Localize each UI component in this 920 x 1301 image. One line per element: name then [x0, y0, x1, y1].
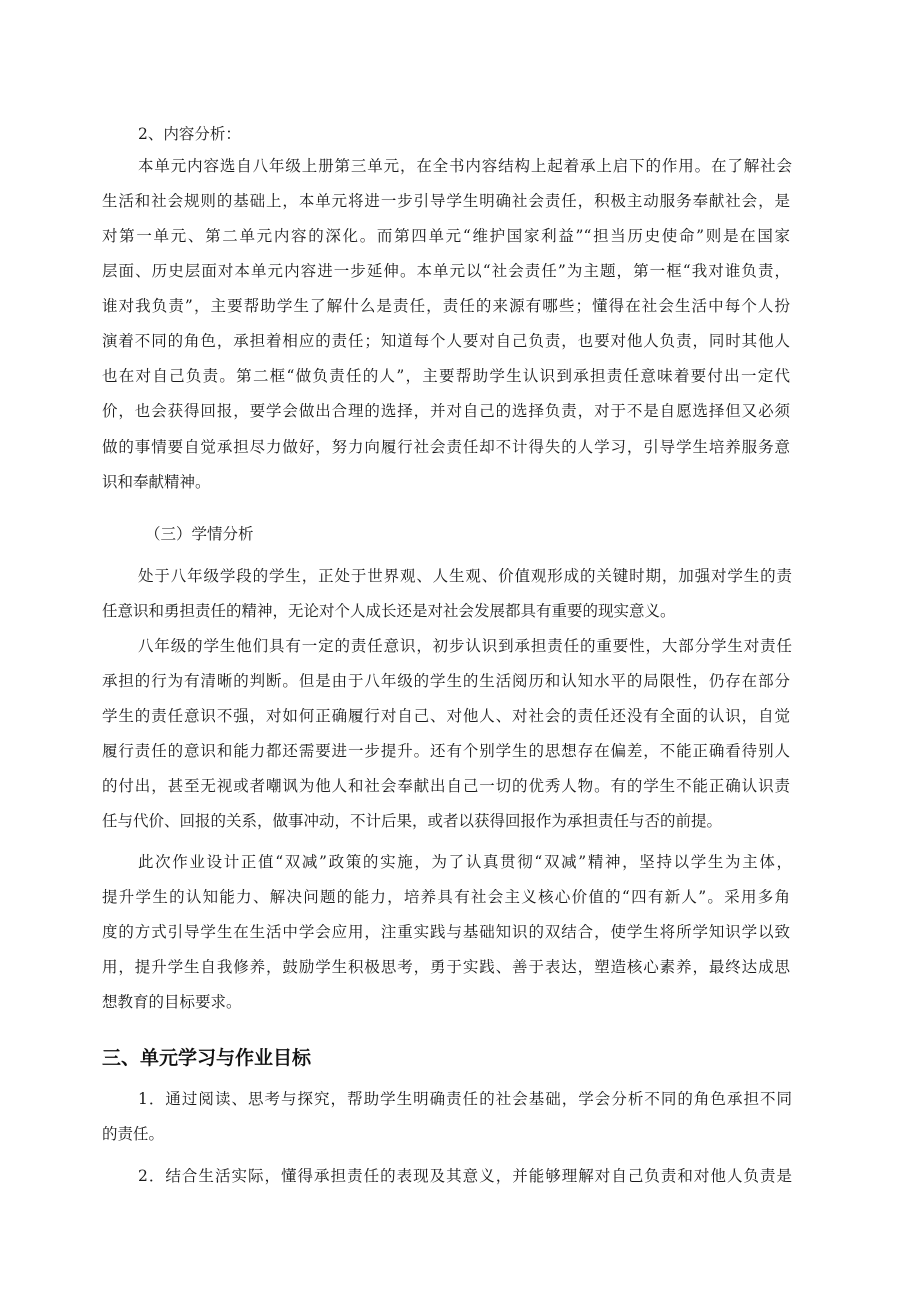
paragraph-line: 任与代价、回报的关系，做事冲动，不计后果，或者以获得回报作为承担责任与否的前提。 [102, 812, 723, 830]
paragraph-line: 想教育的目标要求。 [102, 993, 242, 1011]
paragraph-line: 的付出，甚至无视或者嘲讽为他人和社会奉献出自己一切的优秀人物。有的学生不能正确认识责 [102, 777, 790, 795]
paragraph-line: 提升学生的认知能力、解决问题的能力，培养具有社会主义核心价值的“四有新人”。采用多角 [102, 888, 790, 906]
goal-line: 的责任。 [102, 1125, 165, 1143]
paragraph-line: 谁对我负责”，主要帮助学生了解什么是责任，责任的来源有哪些；懂得在社会生活中每个人扮 [102, 297, 790, 315]
paragraph-line: 演着不同的角色，承担着相应的责任；知道每个人要对自己负责，也要对他人负责，同时其他人 [102, 332, 790, 350]
paragraph-line: 承担的行为有清晰的判断。但是由于八年级的学生的生活阅历和认知水平的局限性，仍存在部分 [102, 672, 790, 690]
paragraph-line: 做的事情要自觉承担尽力做好，努力向履行社会责任却不计得失的人学习，引导学生培养服务意 [102, 438, 790, 456]
paragraph-line: 也在对自己负责。第二框“做负责任的人”，主要帮助学生认识到承担责任意味着要付出一定代 [102, 367, 790, 385]
paragraph-line: 生活和社会规则的基础上，本单元将进一步引导学生明确社会责任，积极主动服务奉献社会，是 [102, 192, 790, 210]
paragraph-line: 此次作业设计正值“双减”政策的实施，为了认真贯彻“双减”精神，坚持以学生为主体， [138, 853, 792, 871]
paragraph-line: 八年级的学生他们具有一定的责任意识，初步认识到承担责任的重要性，大部分学生对责任 [138, 637, 792, 655]
paragraph-line: 任意识和勇担责任的精神，无论对个人成长还是对社会发展都具有重要的现实意义。 [102, 602, 676, 620]
paragraph-line: 对第一单元、第二单元内容的深化。而第四单元“维护国家利益”“担当历史使命”则是在国家 [102, 227, 790, 245]
paragraph-line: 用，提升学生自我修养，鼓励学生积极思考，勇于实践、善于表达，塑造核心素养，最终达成思 [102, 958, 790, 976]
paragraph-line: 识和奉献精神。 [102, 473, 211, 491]
paragraph-line: 价，也会获得回报，要学会做出合理的选择，并对自己的选择负责，对于不是自愿选择但又必须 [102, 402, 790, 420]
content-analysis-heading: 2、内容分析： [138, 125, 241, 143]
goals-section-heading: 三、单元学习与作业目标 [102, 1047, 312, 1069]
paragraph-line: 层面、历史层面对本单元内容进一步延伸。本单元以“社会责任”为主题，第一框“我对谁负责， [102, 262, 790, 280]
paragraph-line: 处于八年级学段的学生，正处于世界观、人生观、价值观形成的关键时期，加强对学生的责 [138, 567, 792, 585]
goal-line: 1．通过阅读、思考与探究，帮助学生明确责任的社会基础，学会分析不同的角色承担不同 [138, 1090, 792, 1108]
paragraph-line: 度的方式引导学生在生活中学会应用，注重实践与基础知识的双结合，使学生将所学知识学以致 [102, 923, 790, 941]
paragraph-line: 学生的责任意识不强，对如何正确履行对自己、对他人、对社会的责任还没有全面的认识，自觉 [102, 707, 790, 725]
student-analysis-heading: （三）学情分析 [145, 525, 254, 543]
paragraph-line: 履行责任的意识和能力都还需要进一步提升。还有个别学生的思想存在偏差，不能正确看待别人 [102, 742, 790, 760]
goal-line: 2．结合生活实际，懂得承担责任的表现及其意义，并能够理解对自己负责和对他人负责是 [138, 1167, 792, 1185]
paragraph-line: 本单元内容选自八年级上册第三单元，在全书内容结构上起着承上启下的作用。在了解社会 [138, 157, 792, 175]
